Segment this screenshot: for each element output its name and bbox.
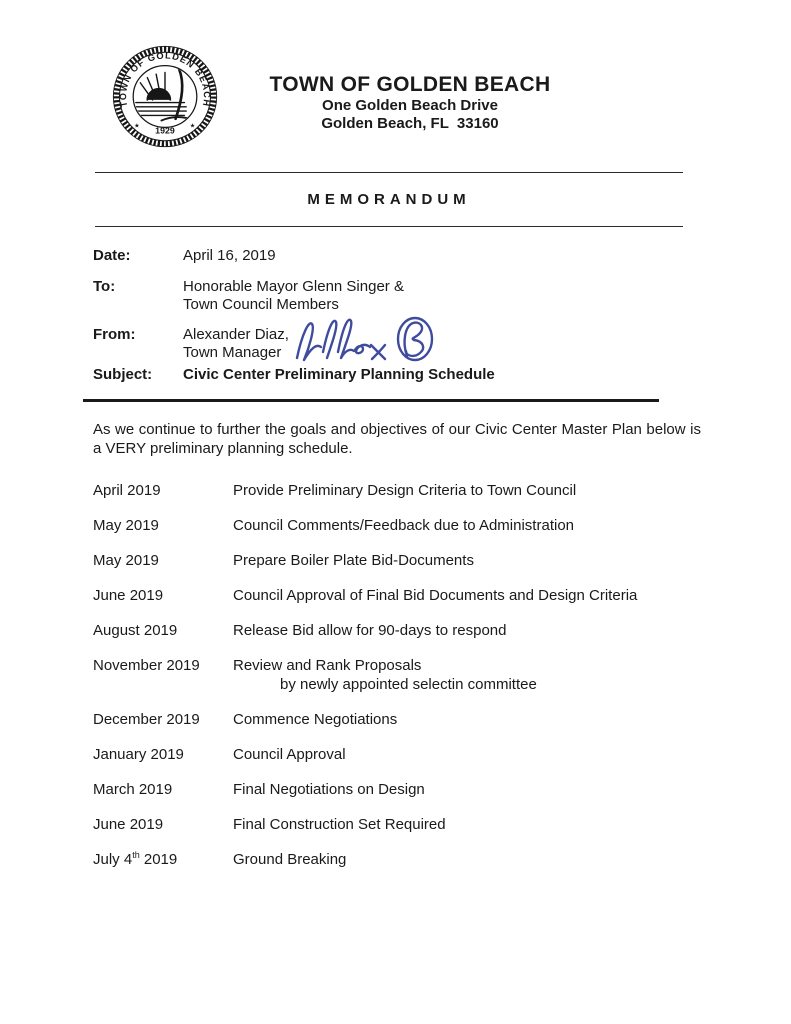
schedule-description: Review and Rank Proposals — [233, 657, 422, 674]
schedule-desc-cell — [233, 710, 709, 729]
schedule-desc-cell — [233, 621, 709, 640]
town-seal-icon — [112, 45, 218, 148]
divider-thick — [83, 399, 659, 402]
date-label: Date: — [93, 247, 131, 264]
address-line2: Golden Beach, FL 33160 — [321, 115, 499, 132]
from-line1: Alexander Diaz, — [183, 326, 289, 343]
schedule-desc-cell — [233, 780, 709, 799]
schedule-desc-cell — [233, 516, 709, 535]
schedule-row — [93, 551, 709, 570]
schedule-desc-cell — [233, 815, 709, 834]
signature — [292, 312, 454, 372]
subject-label: Subject: — [93, 366, 153, 383]
schedule-date: March 2019 — [93, 781, 173, 798]
schedule-date: April 2019 — [93, 482, 161, 499]
schedule-desc-cell — [233, 481, 709, 500]
schedule-desc-cell — [233, 551, 709, 570]
town-seal-logo — [112, 45, 218, 148]
field-to — [93, 278, 693, 314]
schedule-row — [93, 656, 709, 694]
date-value: April 16, 2019 — [183, 247, 276, 264]
schedule-list — [93, 481, 709, 885]
seal-year: 1929 — [155, 125, 175, 136]
schedule-row — [93, 850, 709, 869]
address-line1: One Golden Beach Drive — [322, 97, 498, 114]
schedule-description: Ground Breaking — [233, 851, 347, 868]
to-line1: Honorable Mayor Glenn Singer & — [183, 278, 404, 295]
schedule-description: Final Construction Set Required — [233, 816, 446, 833]
schedule-date: July 4th 2019 — [93, 850, 178, 868]
schedule-row — [93, 815, 709, 834]
to-value — [183, 278, 693, 314]
schedule-desc-cell — [233, 586, 709, 605]
from-label: From: — [93, 326, 136, 343]
schedule-date: August 2019 — [93, 622, 178, 639]
divider-under-title — [95, 226, 683, 227]
schedule-date: June 2019 — [93, 816, 164, 833]
schedule-description: Council Approval — [233, 746, 346, 763]
from-line2: Town Manager — [183, 344, 282, 361]
schedule-description: Commence Negotiations — [233, 711, 398, 728]
schedule-desc-cell — [233, 745, 709, 764]
schedule-desc-cell — [233, 850, 709, 869]
schedule-date: June 2019 — [93, 587, 164, 604]
schedule-row — [93, 586, 709, 605]
schedule-row — [93, 621, 709, 640]
seal-star-left-icon: ★ — [134, 122, 140, 130]
memo-title: MEMORANDUM — [307, 191, 471, 208]
schedule-description-line2: by newly appointed selectin committee — [280, 676, 537, 693]
divider-top — [95, 172, 683, 173]
to-label: To: — [93, 278, 116, 295]
subject-value: Civic Center Preliminary Planning Schedule — [183, 366, 495, 383]
schedule-description: Final Negotiations on Design — [233, 781, 425, 798]
schedule-row — [93, 516, 709, 535]
schedule-date: December 2019 — [93, 711, 200, 728]
schedule-description: Prepare Boiler Plate Bid-Documents — [233, 552, 474, 569]
field-date — [93, 247, 693, 265]
schedule-row — [93, 745, 709, 764]
schedule-desc-cell — [233, 656, 709, 694]
seal-star-right-icon: ★ — [189, 122, 196, 130]
letterhead — [210, 72, 610, 133]
schedule-row — [93, 481, 709, 500]
signature-ink-icon — [292, 312, 454, 372]
schedule-description: Provide Preliminary Design Criteria to Town Council — [233, 482, 577, 499]
org-name: TOWN OF GOLDEN BEACH — [269, 73, 551, 96]
to-line2: Town Council Members — [183, 296, 339, 313]
schedule-description: Release Bid allow for 90-days to respond — [233, 622, 507, 639]
schedule-date: May 2019 — [93, 517, 159, 534]
schedule-date: January 2019 — [93, 746, 184, 763]
schedule-row — [93, 710, 709, 729]
seal-ring-text: TOWN OF GOLDEN BEACH — [117, 50, 213, 108]
schedule-description: Council Approval of Final Bid Documents and Design Criteria — [233, 587, 638, 604]
schedule-row — [93, 780, 709, 799]
schedule-description: Council Comments/Feedback due to Administration — [233, 517, 575, 534]
schedule-date: May 2019 — [93, 552, 159, 569]
schedule-date: November 2019 — [93, 657, 200, 674]
body-paragraph: As we continue to further the goals and objectives of our Civic Center Master Plan below is a VERY preliminary planning schedule. — [93, 421, 701, 457]
